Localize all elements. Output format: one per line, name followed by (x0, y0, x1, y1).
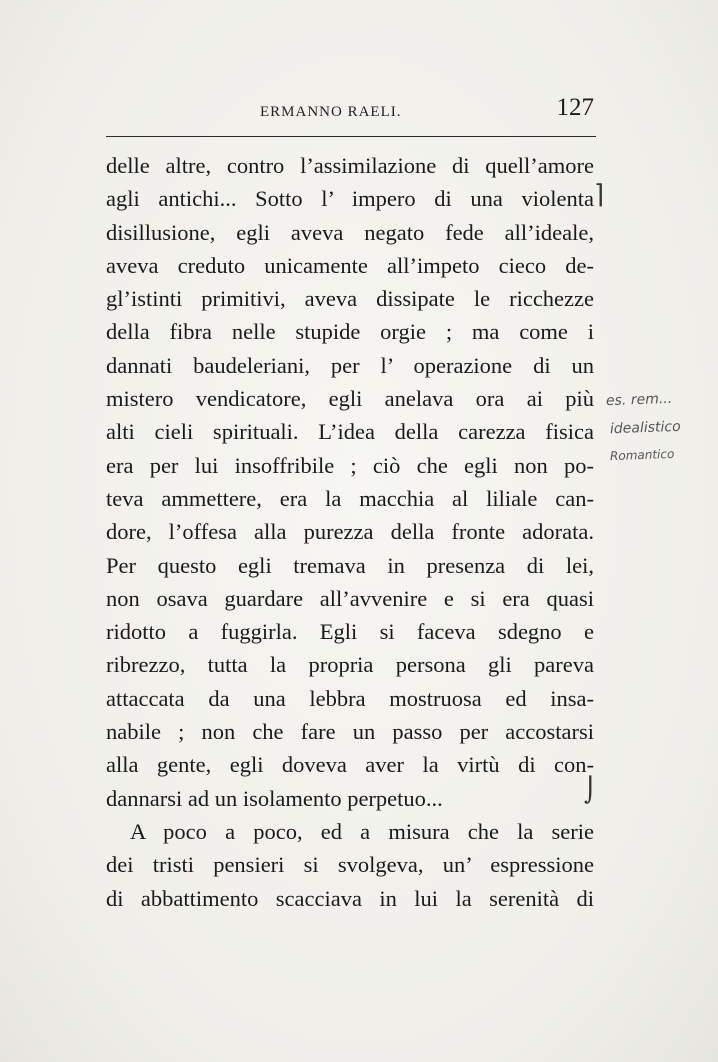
text-line: attaccata da una lebbra mostruosa ed insa- (106, 685, 594, 711)
text-line: alla gente, egli doveva aver la virtù di con- (106, 752, 594, 778)
text-line: dei tristi pensieri si svolgeva, un’ espressione (106, 852, 594, 878)
page-number: 127 (556, 94, 594, 121)
margin-annotation: idealistico (609, 418, 681, 438)
page-header (106, 92, 596, 132)
text-line: era per lui insoffribile ; ciò che egli non po- (106, 452, 594, 478)
bracket-mark-bottom: ⌡ (584, 776, 597, 804)
text-line: dannati baudeleriani, per l’ operazione di un (106, 352, 594, 378)
text-line: ribrezzo, tutta la propria persona gli pareva (106, 652, 594, 678)
text-line: ridotto a fuggirla. Egli si faceva sdegno e (106, 619, 594, 645)
text-line: teva ammettere, era la macchia al liliale can- (106, 485, 594, 511)
text-line: non osava guardare all’avvenire e si era quasi (106, 585, 594, 611)
text-line: alti cieli spirituali. L’idea della carezza fisica (106, 419, 594, 445)
text-line: gl’istinti primitivi, aveva dissipate le ricchezze (106, 286, 594, 312)
bracket-mark-top: ⌉ (594, 180, 605, 210)
text-line: nabile ; non che fare un passo per accostarsi (106, 719, 594, 745)
header-rule (106, 136, 596, 137)
text-line: della fibra nelle stupide orgie ; ma come i (106, 319, 594, 345)
text-line: dannarsi ad un isolamento perpetuo... (106, 785, 443, 811)
text-line: disillusione, egli aveva negato fede all’ideale, (106, 219, 594, 245)
text-line: Per questo egli tremava in presenza di lei, (106, 552, 594, 578)
text-line: mistero vendicatore, egli anelava ora ai più (106, 386, 594, 412)
margin-annotation: es. rem... (605, 390, 673, 410)
text-line: A poco a poco, ed a misura che la serie (130, 818, 594, 844)
text-line: delle altre, contro l’assimilazione di quell’amore (106, 153, 594, 178)
body-text (106, 149, 594, 915)
running-title: ERMANNO RAELI. (260, 104, 402, 120)
text-line: agli antichi... Sotto l’ impero di una violenta (106, 186, 594, 212)
margin-annotation: Romantico (609, 446, 675, 464)
text-line: aveva creduto unicamente all’impeto cieco de- (106, 252, 594, 278)
text-line: dore, l’offesa alla purezza della fronte adorata. (106, 519, 594, 545)
text-line: di abbattimento scacciava in lui la serenità di (106, 885, 594, 911)
